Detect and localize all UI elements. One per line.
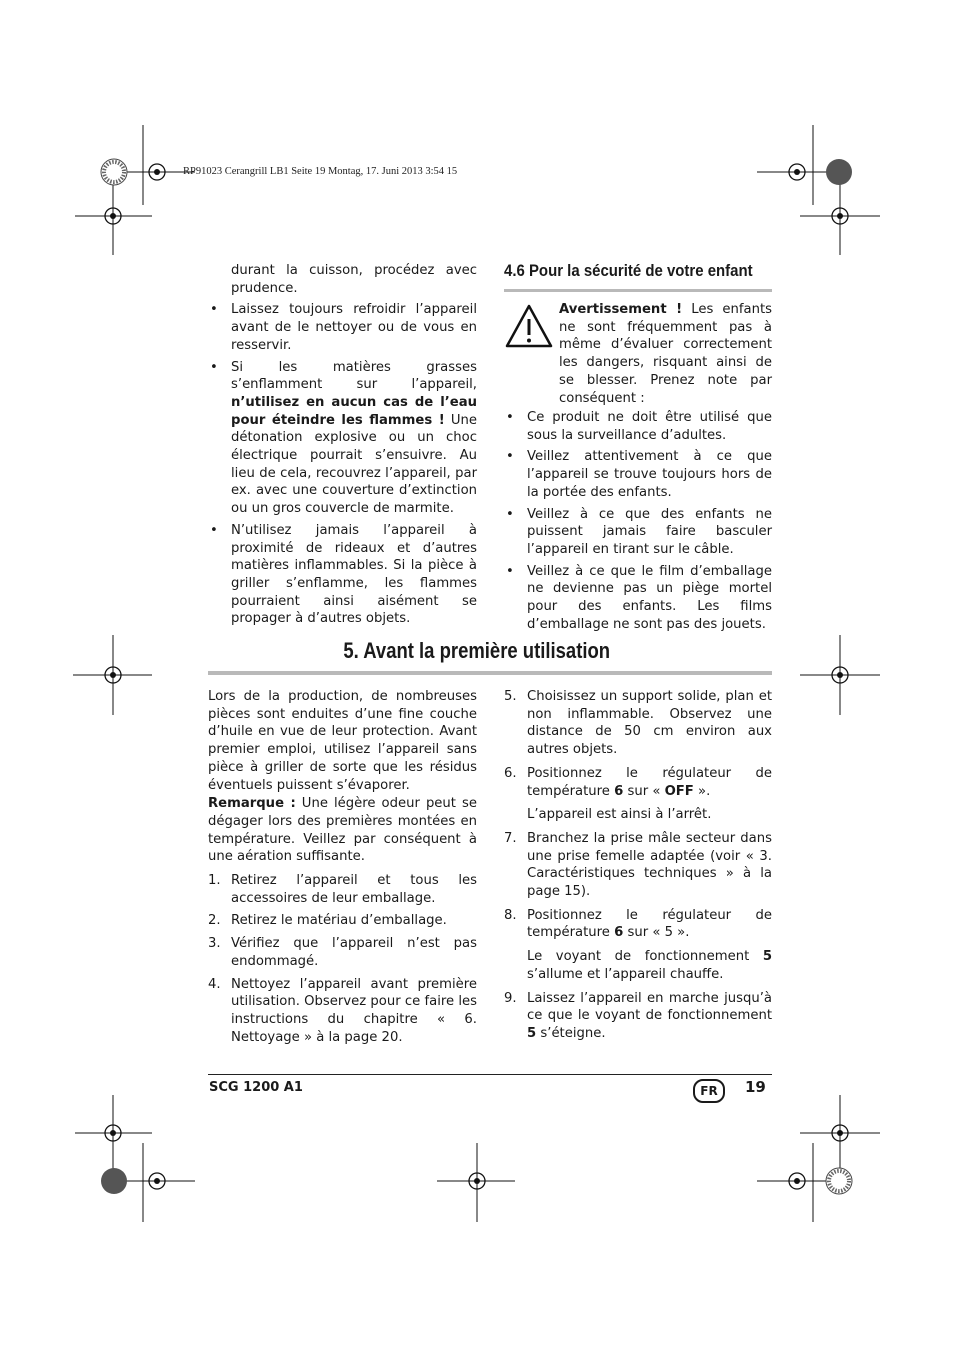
- note-paragraph: Remarque : Une légère odeur peut se dégager lors des premières montées en température. Veillez par conséquent à une aération suffisante.: [208, 796, 477, 865]
- steps-list-right: [504, 688, 772, 1043]
- list-item: • Si les matières grasses s’enflamment sur l’appareil, n’utilisez en aucun cas de l’eau pour éteindre les flammes ! Une détonation explosive ou un choc électrique pourrait s’ensuivre. Au lieu de cela, recouvrez l’appareil, par ex. avec une couverture d’extinction ou un gros couvercle de marmite.: [208, 359, 477, 518]
- child-safety-list: [504, 409, 772, 633]
- steps-list-left: [208, 872, 477, 1046]
- section-heading-4-6: 4.6 Pour la sécurité de votre enfant: [504, 261, 753, 280]
- list-item: • Laissez toujours refroidir l’appareil avant de le nettoyer ou de vous en resservir.: [208, 301, 477, 354]
- warning-label: Avertissement !: [559, 302, 683, 317]
- list-item: 2. Retirez le matériau d’emballage.: [208, 913, 447, 929]
- list-item: • Veillez attentivement à ce que l’appareil se trouve toujours hors de la portée des enfants.: [504, 448, 772, 501]
- heading-rule: [504, 289, 772, 292]
- list-item: 1. Retirez l’appareil et tous les accessoires de leur emballage.: [208, 873, 477, 906]
- bold-warning: n’utilisez en aucun cas de l’eau pour éteindre les flammes !: [231, 394, 477, 428]
- left-top-column: [208, 262, 477, 632]
- print-info-line: RP91023 Cerangrill LB1 Seite 19 Montag, 17. Juni 2013 3:54 15: [183, 166, 458, 177]
- section-5-right-column: [504, 688, 772, 1047]
- footer-rule: [208, 1074, 772, 1075]
- list-item: 6. Positionnez le régulateur de température 6 sur « OFF ». L’appareil est ainsi à l’arrêt.: [504, 765, 772, 823]
- list-item: 9. Laissez l’appareil en marche jusqu’à ce que le voyant de fonctionnement 5 s’éteigne.: [504, 990, 772, 1041]
- section-rule: [208, 671, 772, 675]
- warning-paragraph: Avertissement ! Les enfants ne sont fréquemment pas à même d’évaluer correctement les dangers, risquant ainsi de se blesser. Prenez note par conséquent :: [559, 302, 773, 406]
- continuation-text: durant la cuisson, procédez avec prudence.: [231, 263, 477, 296]
- list-item: 4. Nettoyez l’appareil avant première utilisation. Observez pour ce faire les instructions du chapitre « 6. Nettoyage » à la page 20.: [208, 976, 477, 1045]
- warning-triangle-icon: [504, 303, 554, 349]
- list-item: 5. Choisissez un support solide, plan et non inflammable. Observez une distance de 50 cm environ aux autres objets.: [504, 689, 772, 758]
- list-item: • Veillez à ce que le film d’emballage ne devienne pas un piège mortel pour des enfants. Les films d’emballage ne sont pas des jouets.: [504, 563, 772, 634]
- child-safety-column: [504, 409, 772, 637]
- step-note: Le voyant de fonctionnement 5 s’allume et l’appareil chauffe.: [527, 949, 772, 982]
- safety-bullet-list: [208, 301, 477, 628]
- language-badge: FR: [693, 1079, 725, 1103]
- section-heading-5: 5. Avant la première utilisation: [343, 638, 611, 663]
- section-5-left-column: [208, 688, 477, 1050]
- page-number: 19: [745, 1078, 766, 1096]
- list-item: • Ce produit ne doit être utilisé que sous la surveillance d’adultes.: [504, 409, 772, 444]
- note-label: Remarque :: [208, 796, 296, 812]
- intro-paragraph: Lors de la production, de nombreuses pièces sont enduites d’une fine couche d’huile en vue de leur protection. Avant premier emploi, utilisez l’appareil sans pièce à griller de sorte que les résidus éventuels puissent s’évaporer.: [208, 689, 477, 793]
- list-item: • N’utilisez jamais l’appareil à proximité de rideaux et d’autres matières inflammables. Si la pièce à griller s’enflamme, les flammes pourraient ainsi aisément se propager à d’autres objets.: [208, 522, 477, 628]
- model-number: SCG 1200 A1: [209, 1080, 303, 1095]
- list-item: 8. Positionnez le régulateur de température 6 sur « 5 ». Le voyant de fonctionnement 5 s’allume et l’appareil chauffe.: [504, 907, 772, 982]
- list-item: • Veillez à ce que des enfants ne puissent jamais faire basculer l’appareil en tirant sur le câble.: [504, 506, 772, 559]
- list-item: 3. Vérifiez que l’appareil n’est pas endommagé.: [208, 936, 477, 969]
- list-item: 7. Branchez la prise mâle secteur dans une prise femelle adaptée (voir « 3. Caractéristiques techniques » à la page 15).: [504, 830, 772, 900]
- step-note: L’appareil est ainsi à l’arrêt.: [527, 807, 712, 823]
